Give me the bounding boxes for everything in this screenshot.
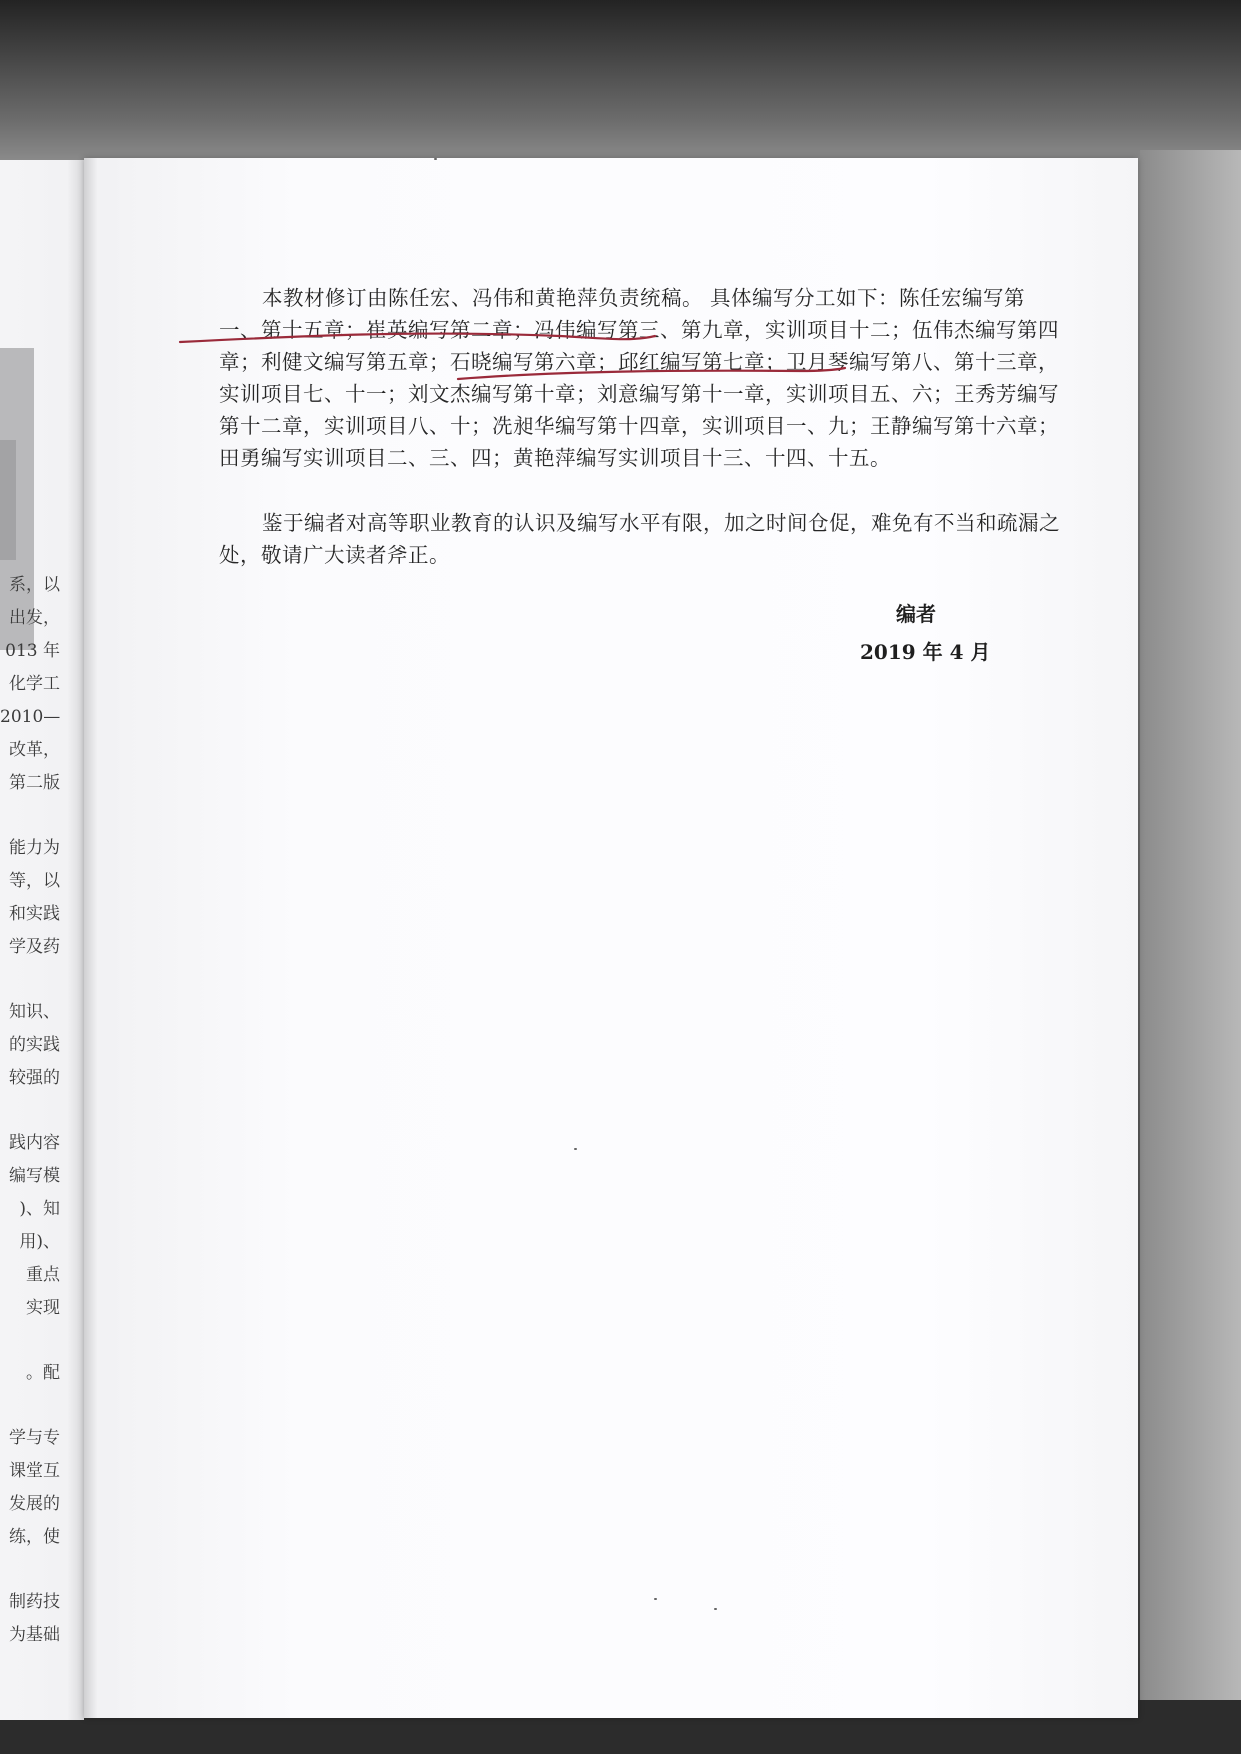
paragraph-line: 一、第十五章；崔英编写第二章；冯伟编写第三、第九章，实训项目十二；伍伟杰编写第四 xyxy=(219,318,1059,342)
left-page-fragment: 第二版 xyxy=(9,773,60,793)
left-page-fragment: 编写模 xyxy=(9,1166,60,1186)
left-page-fragment: 学与专 xyxy=(9,1428,60,1448)
paragraph-line: 实训项目七、十一；刘文杰编写第十章；刘意编写第十一章，实训项目五、六；王秀芳编写 xyxy=(219,382,1059,406)
paragraph-acknowledgement xyxy=(219,507,1060,571)
scan-speck xyxy=(574,1148,577,1150)
signature-date: 2019 年 4 月 xyxy=(860,640,991,664)
left-page-fragment: 课堂互 xyxy=(9,1461,60,1481)
left-page-fragment: 等，以 xyxy=(9,871,60,891)
paragraph-line: 本教材修订由陈任宏、冯伟和黄艳萍负责统稿。 具体编写分工如下：陈任宏编写第 xyxy=(262,286,1026,310)
scan-speck xyxy=(654,1598,657,1600)
left-page-fragment: 的实践 xyxy=(9,1035,60,1055)
paragraph-line: 章；利健文编写第五章；石晓编写第六章；邱红编写第七章；卫月琴编写第八、第十三章， xyxy=(219,350,1059,374)
left-page-fragment: 用)、 xyxy=(19,1232,60,1252)
paragraph-line: 鉴于编者对高等职业教育的认识及编写水平有限，加之时间仓促，难免有不当和疏漏之 xyxy=(262,511,1060,535)
left-page-fragment: 实现 xyxy=(26,1298,60,1318)
left-page-fragment: 练，使 xyxy=(9,1527,60,1547)
left-page-fragment: 和实践 xyxy=(9,904,60,924)
left-page-fragment: 发展的 xyxy=(9,1494,60,1514)
left-page-gray-block xyxy=(0,348,34,650)
paragraph-line: 田勇编写实训项目二、三、四；黄艳萍编写实训项目十三、十四、十五。 xyxy=(219,446,891,470)
left-page-fragment: 能力为 xyxy=(9,838,60,858)
main-page xyxy=(84,158,1138,1718)
left-page-fragment: 知识、 xyxy=(9,1002,60,1022)
left-page-fragment: 系，以 xyxy=(9,575,60,595)
left-page-fragment: 学及药 xyxy=(9,937,60,957)
paragraph-line: 第十二章，实训项目八、十；冼昶华编写第十四章，实训项目一、九；王静编写第十六章； xyxy=(219,414,1059,438)
left-page-fragment: 较强的 xyxy=(9,1068,60,1088)
signature-author: 编者 xyxy=(896,602,936,626)
left-page-fragment: 。配 xyxy=(26,1363,60,1383)
left-page-fragment: 出发， xyxy=(9,608,60,628)
left-page-fragment: 制药技 xyxy=(9,1592,60,1612)
left-page-fragment: 重点 xyxy=(26,1265,60,1285)
page-spine-shadow xyxy=(84,158,98,1718)
scan-speck xyxy=(714,1608,717,1610)
paragraph-division-of-work xyxy=(219,282,1059,474)
left-page-fragment: 化学工 xyxy=(9,674,60,694)
left-page-fragment: 改革， xyxy=(9,740,60,760)
left-page-fragment: 为基础 xyxy=(9,1625,60,1645)
left-page-fragment: 践内容 xyxy=(9,1133,60,1153)
left-page-fragment: )、知 xyxy=(19,1199,60,1219)
scan-speck xyxy=(434,158,437,160)
paragraph-line: 处，敬请广大读者斧正。 xyxy=(219,543,450,567)
left-page-fragment: 2010— xyxy=(0,707,60,727)
left-facing-page xyxy=(0,160,84,1720)
scanner-right-edge xyxy=(1140,150,1241,1754)
left-page-fragment: 013 年 xyxy=(5,641,60,661)
